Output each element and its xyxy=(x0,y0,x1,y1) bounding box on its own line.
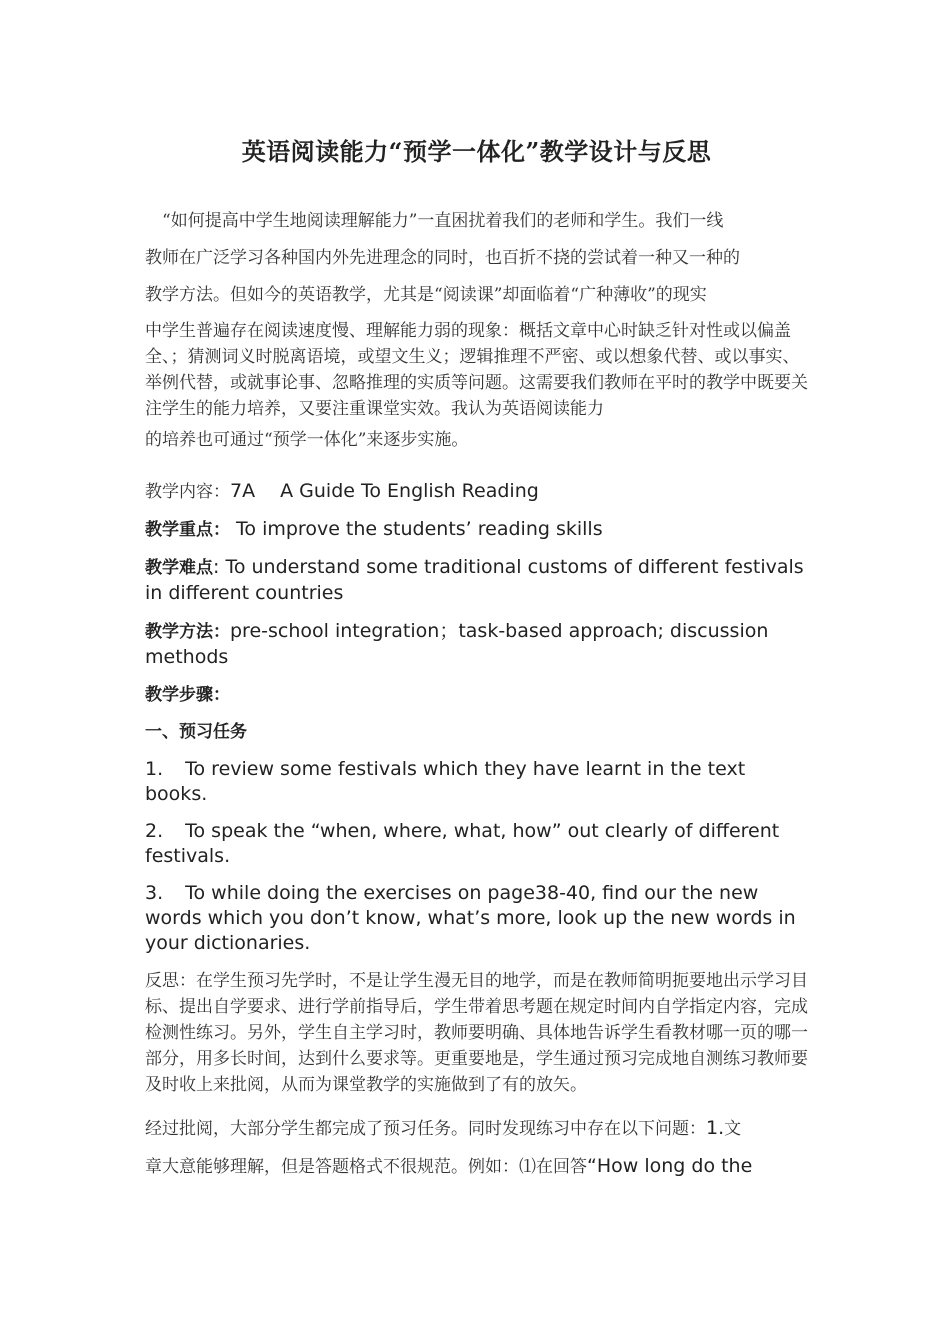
section-1-label: 一、预习任务 xyxy=(145,722,247,742)
task-item xyxy=(145,881,808,956)
task-number: 3. xyxy=(145,882,164,904)
task-text: To review some festivals which they have learnt in the text books. xyxy=(145,758,746,805)
teaching-content-label: 教学内容： xyxy=(145,482,230,502)
task-item xyxy=(145,819,808,869)
document-title: 英语阅读能力“预学一体化”教学设计与反思 xyxy=(241,137,712,166)
task-number: 1. xyxy=(145,758,164,780)
teaching-difficulty-value: : To understand some traditional customs of different festivals in different countries xyxy=(145,556,804,604)
review-line-1-number: 1. xyxy=(706,1117,725,1139)
task-number: 2. xyxy=(145,820,164,842)
teaching-content xyxy=(145,479,808,505)
task-text: To while doing the exercises on page38-40, find our the new words which you don’t know, what’s more, look up the new words in your dictionaries. xyxy=(145,882,796,954)
teaching-content-value: 7A A Guide To English Reading xyxy=(230,480,539,502)
document-page xyxy=(145,132,808,1186)
teaching-focus-label: 教学重点： xyxy=(145,520,230,540)
review-line-2 xyxy=(145,1148,808,1186)
teaching-steps-label: 教学步骤： xyxy=(145,685,230,705)
task-item xyxy=(145,757,808,807)
teaching-method-label: 教学方法： xyxy=(145,622,230,642)
reflection-paragraph: 反思：在学生预习先学时，不是让学生漫无目的地学，而是在教师简明扼要地出示学习目标、提出自学要求、进行学前指导后，学生带着思考题在规定时间内自学指定内容，完成检测性练习。另外，学生自主学习时，教师要明确、具体地告诉学生看教材哪一页的哪一部分，用多长时间，达到什么要求等。更重要地是，学生通过预习完成地自测练习教师要及时收上来批阅，从而为课堂教学的实施做到了有的放矢。 xyxy=(145,971,808,1095)
intro-line-2: 教师在广泛学习各种国内外先进理念的同时，也百折不挠的尝试着一种又一种的 xyxy=(145,248,740,268)
intro-line-1: “如何提高中学生地阅读理解能力”一直困扰着我们的老师和学生。我们一线 xyxy=(145,211,724,231)
intro-line-3: 教学方法。但如今的英语教学，尤其是“阅读课”却面临着“广种薄收”的现实 xyxy=(145,285,707,305)
intro-dense-paragraph: 中学生普遍存在阅读速度慢、理解能力弱的现象：概括文章中心时缺乏针对性或以偏盖全、；猜测词义时脱离语境，或望文生义；逻辑推理不严密、或以想象代替、或以事实、举例代替，或就事论事、忽略推理的实质等问题。这需要我们教师在平时的教学中既要关注学生的能力培养，又要注重课堂实效。我认为英语阅读能力 xyxy=(145,321,808,419)
review-line-2-text: 章大意能够理解，但是答题格式不很规范。例如：⑴在回答 xyxy=(145,1157,587,1177)
teaching-method xyxy=(145,619,808,671)
review-line-1-text: 经过批阅，大部分学生都完成了预习任务。同时发现练习中存在以下问题： xyxy=(145,1119,706,1139)
review-line-2-english: “How long do the xyxy=(587,1155,753,1177)
task-text: To speak the “when, where, what, how” out clearly of different festivals. xyxy=(145,820,780,867)
section-heading xyxy=(145,720,808,745)
teaching-steps-heading xyxy=(145,683,808,708)
teaching-focus-value: To improve the students’ reading skills xyxy=(230,518,603,540)
intro-closing-line: 的培养也可通过“预学一体化”来逐步实施。 xyxy=(145,430,469,450)
teaching-method-value: pre-school integration；task-based approach; discussion methods xyxy=(145,620,769,668)
review-line-1 xyxy=(145,1110,808,1148)
teaching-difficulty-label: 教学难点 xyxy=(145,558,213,578)
teaching-focus xyxy=(145,517,808,543)
teaching-difficulty xyxy=(145,555,808,607)
review-line-1-end: 文 xyxy=(724,1119,742,1139)
